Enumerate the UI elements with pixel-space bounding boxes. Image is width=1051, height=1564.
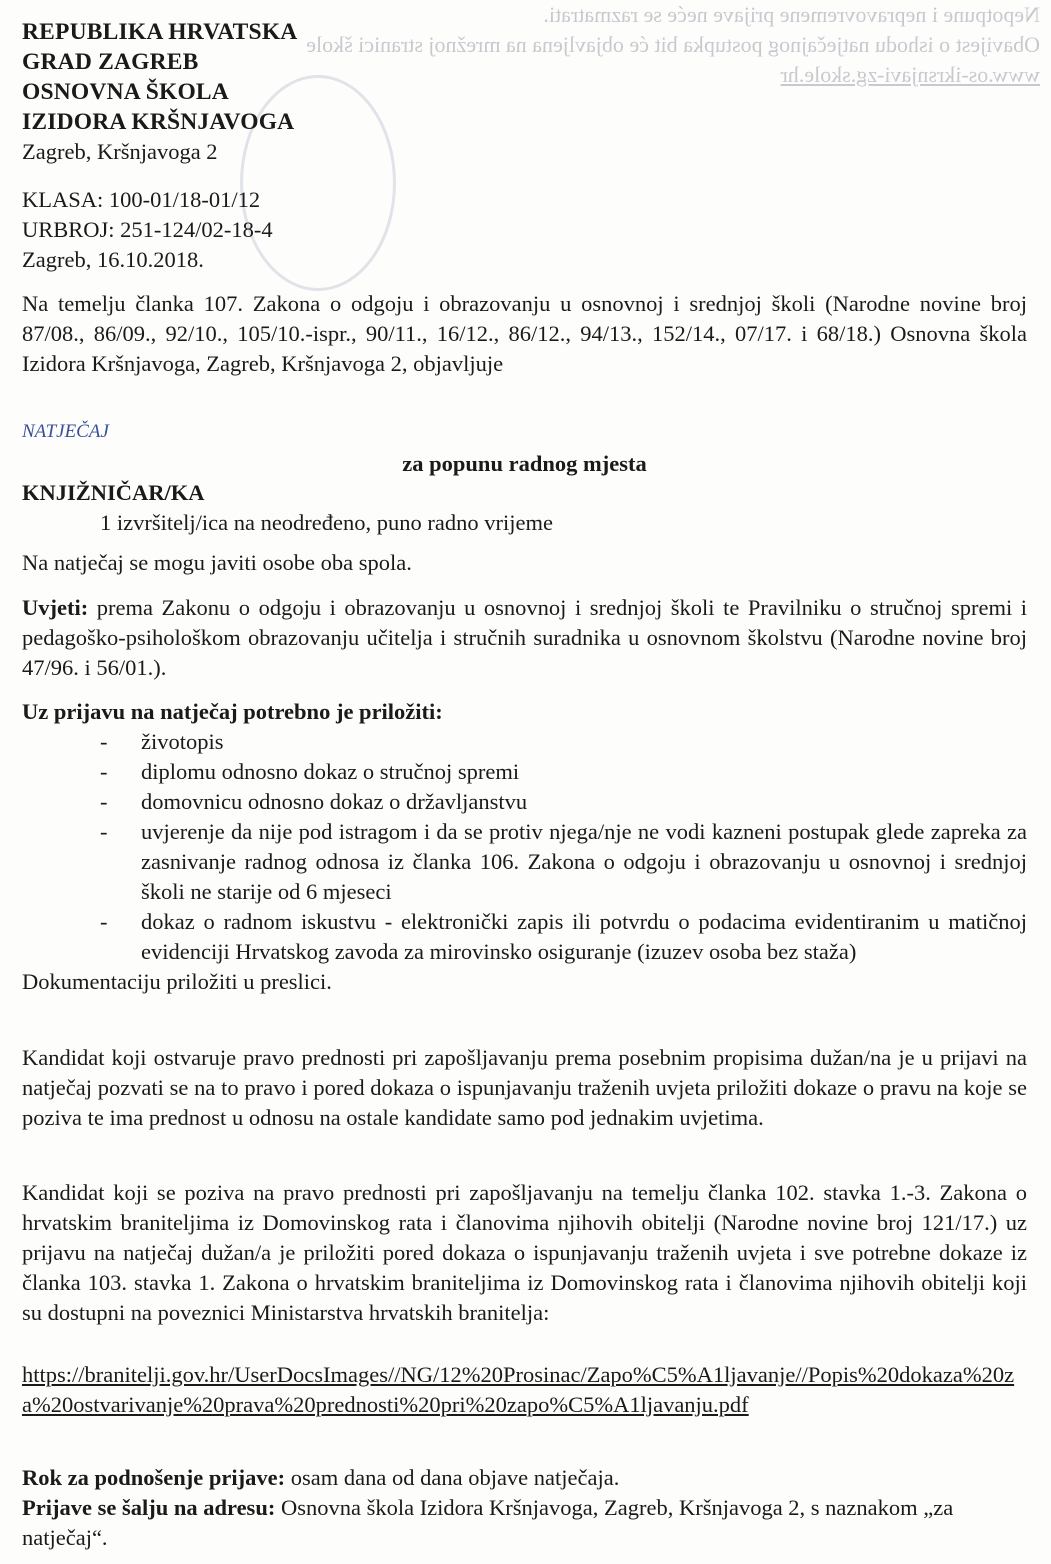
address-label: Prijave se šalju na adresu: [22, 1495, 276, 1520]
address-text: Osnovna škola Izidora Kršnjavoga, Zagreb, Kršnjavoga 2, s naznakom „za natječaj“. [22, 1495, 954, 1550]
conditions-paragraph [22, 593, 1027, 683]
bleed-line: Obavijest o ishodu natječajnog postupka bit će objavljena na mrežnoj stranici škole [306, 32, 1040, 57]
list-item [22, 757, 1027, 787]
reference-block [22, 185, 1027, 275]
priority-paragraph: Kandidat koji ostvaruje pravo prednosti pri zapošljavanju prema posebnim propisima dužan/na je u prijavi na natječaj pozvati se na to pravo i pored dokaza o ispunjavanju traženih uvjeta priložiti dokaze o pravu na koje se poziva te ima prednost u odnosu na ostale kandidate samo pod jednakim uvjetima. [22, 1045, 1027, 1130]
letterhead-city: GRAD ZAGREB [22, 49, 199, 75]
list-item [22, 907, 1027, 967]
position-title: KNJIŽNIČAR/KA [22, 480, 205, 505]
deadline-label: Rok za podnošenje prijave: [22, 1465, 286, 1490]
bleed-line: Nepotpune i nepravovremene prijave neće se razmatrati. [543, 2, 1040, 27]
document-date: Zagreb, 16.10.2018. [22, 247, 204, 272]
deadline-text: osam dana od dana objave natječaja. [285, 1465, 620, 1490]
attachments-section [22, 697, 1027, 997]
list-item-text: domovnicu odnosno dokaz o državljanstvu [141, 789, 528, 814]
both-sexes-note: Na natječaj se mogu javiti osobe oba spola. [22, 550, 412, 575]
bleed-line: www.os-ikrsnjavi-zg.skole.hr [780, 62, 1040, 87]
urbroj: URBROJ: 251-124/02-18-4 [22, 217, 273, 242]
deadline-line [22, 1463, 1027, 1493]
veterans-link-block [22, 1360, 1027, 1420]
copies-note: Dokumentaciju priložiti u preslici. [22, 969, 332, 994]
list-item-text: dokaz o radnom iskustvu - elektronički zapis ili potvrdu o podacima evidentiranim u matičnoj evidenciji Hrvatskog zavoda za mirovinsko osiguranje (izuzev osoba bez staža) [141, 909, 1027, 964]
letterhead-school-name: IZIDORA KRŠNJAVOGA [22, 109, 295, 135]
list-item [22, 817, 1027, 907]
address-line [22, 1493, 997, 1553]
list-item-text: diplomu odnosno dokaz o stručnoj spremi [141, 759, 520, 784]
dash-bullet: - [100, 819, 108, 844]
subtitle: za popunu radnog mjesta [402, 451, 647, 476]
list-item [22, 787, 1027, 817]
letterhead [22, 17, 297, 167]
dash-bullet: - [100, 759, 108, 784]
list-item-text: životopis [141, 729, 224, 754]
conditions-label: Uvjeti: [22, 595, 89, 620]
list-item-text: uvjerenje da nije pod istragom i da se protiv njega/nje ne vodi kazneni postupak glede zapreka za zasnivanje radnog odnosa iz članka 106. Zakona o odgoju i obrazovanju u osnovnoj i srednjoj školi ne starije od 6 mjeseci [141, 819, 1027, 904]
natjecaj-label: NATJEČAJ [22, 421, 109, 442]
klasa: KLASA: 100-01/18-01/12 [22, 187, 261, 212]
conditions-text: prema Zakonu o odgoju i obrazovanju u osnovnoj i srednjoj školi te Pravilniku o stručnoj spremi i pedagoško-psihološkom obrazovanju učitelja i stručnih suradnika u osnovnom školstvu (Narodne novine broj 47/96. i 56/01.). [22, 595, 1027, 680]
veterans-documents-link[interactable]: https://branitelji.gov.hr/UserDocsImages//NG/12%20Prosinac/Zapo%C5%A1ljavanje//Popis%20dokaza%20za%20ostvarivanje%20prava%20prednosti%20pri%20zapo%C5%A1ljavanju.pdf [22, 1362, 1015, 1417]
dash-bullet: - [100, 789, 108, 814]
attachments-heading: Uz prijavu na natječaj potrebno je priložiti: [22, 699, 443, 724]
list-item [22, 727, 1027, 757]
bleed-through-text [306, 0, 1040, 100]
letterhead-school-type: OSNOVNA ŠKOLA [22, 79, 229, 105]
dash-bullet: - [100, 909, 108, 934]
letterhead-country: REPUBLIKA HRVATSKA [22, 19, 298, 45]
intro-paragraph: Na temelju članka 107. Zakona o odgoju i obrazovanju u osnovnoj i srednjoj školi (Narodne novine broj 87/08., 86/09., 92/10., 105/10.-ispr., 90/11., 16/12., 86/12., 94/13., 152/14., 07/17. i 68/18.) Osnovna škola Izidora Kršnjavoga, Zagreb, Kršnjavoga 2, objavljuje [22, 291, 1027, 376]
attachments-list [22, 727, 1027, 967]
letterhead-address: Zagreb, Kršnjavoga 2 [22, 139, 218, 164]
position-detail: 1 izvršitelj/ica na neodređeno, puno radno vrijeme [100, 510, 553, 535]
veterans-paragraph: Kandidat koji se poziva na pravo prednosti pri zapošljavanju na temelju članka 102. stavka 1.-3. Zakona o hrvatskim braniteljima iz Domovinskog rata i članovima njihovih obitelji (Narodne novine broj 121/17.) uz prijavu na natječaj dužan/a je priložiti pored dokaza o ispunjavanju traženih uvjeta i sve potrebne dokaze iz članka 103. stavka 1. Zakona o hrvatskim braniteljima iz Domovinskog rata i članovima njihovih obitelji koji su dostupni na poveznici Ministarstva hrvatskih branitelja: [22, 1180, 1027, 1325]
dash-bullet: - [100, 729, 108, 754]
